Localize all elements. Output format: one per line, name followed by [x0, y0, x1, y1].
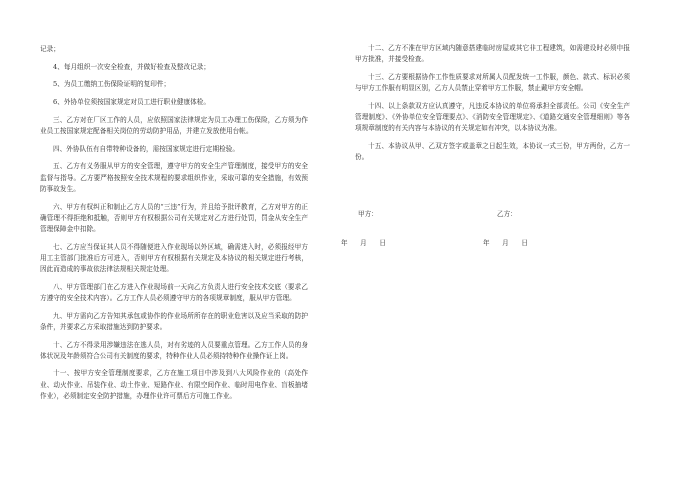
party-b-signature-label: 乙方： — [497, 210, 517, 218]
left-paragraph: 6、外协单位须按国家规定对员工进行职业健康体检。 — [53, 98, 211, 107]
right-paragraph: 十二、乙方不准在甲方区域内随意搭建临时房屋或其它非工程建筑，如需建设时必须申报甲方批准，并接受检查。 — [355, 44, 630, 64]
party-a-date-line: 年 月 日 — [341, 239, 386, 247]
right-paragraph: 十五、本协议从甲、乙双方签字或盖章之日起生效，本协议一式三份，甲方两份，乙方一份。 — [355, 141, 630, 162]
party-a-signature-label: 甲方： — [358, 210, 378, 218]
left-paragraph: 五、乙方有义务服从甲方的安全管理，遵守甲方的安全生产管理制度，接受甲方的安全监督与指导。乙方要严格按照安全技术规程的要求组织作业，采取可靠的安全措施，有效预防事故发生。 — [40, 162, 308, 193]
left-paragraph: 三、乙方对在厂区工作的人员，应依照国家法律规定为员工办理工伤保险，乙方须为作业员工按国家规定配备相关岗位的劳动防护用品，并建立发放使用台帐。 — [40, 115, 308, 136]
right-page-column — [355, 43, 630, 170]
right-paragraph: 十四、以上条款双方应认真遵守，凡违反本协议的单位将承担全部责任。公司《安全生产管理制度》、《外协单位安全管理要点》、《消防安全管理规定》、《道路交通安全管理细则》等各项规章制度的有关内容与本协议的有关规定如有冲突，以本协议为准。 — [355, 101, 630, 133]
right-paragraph: 十三、乙方要根据协作工作性质要求对所属人员配发统一工作服，颜色、款式、标识必须与甲方工作服有明显区别，乙方人员禁止穿着甲方工作服，禁止戴甲方安全帽。 — [355, 72, 630, 93]
left-paragraph: 四、外协队伍有自带特种设备的，需按国家规定进行定期检验。 — [53, 144, 240, 153]
left-paragraph: 九、甲方需向乙方告知其承包或协作的作业场所所存在的职业危害以及应当采取的防护条件，并要求乙方采取措施达到防护要求。 — [40, 311, 308, 331]
left-paragraph: 十、乙方不得录用涉嫌违法在逃人员，对有劣迹的人员要重点管理。乙方工作人员的身体状况及年龄须符合公司有关制度的要求，特种作业人员必须持特种作业操作证上岗。 — [40, 340, 308, 360]
left-paragraph: 六、甲方有权纠正和制止乙方人员的“三违”行为，并且给予批评教育，乙方对甲方的正确管理不得拒绝和抵触，否则甲方有权根据公司有关规定对乙方进行处罚，罚金从安全生产管理保障金中扣除。 — [40, 202, 308, 233]
left-page-column — [40, 44, 308, 409]
left-paragraph: 记录； — [40, 45, 60, 53]
left-paragraph: 七、乙方应当保证其人员不得随便进入作业现场以外区域，确需进入时，必须报经甲方用工主管部门批准后方可进入，否则甲方有权根据有关规定及本协议的相关规定进行考核，因此而造成的事故依法律法规相关规定处理。 — [40, 242, 308, 274]
left-paragraph: 十一、按甲方安全管理制度要求，乙方在施工项目中涉及到八大风险作业的（高处作业、动火作业、吊装作业、动土作业、短路作业、有限空间作业、临时用电作业、盲板抽堵作业），必须制定安全防护措施，办理作业许可票后方可施工作业。 — [40, 369, 308, 400]
left-paragraph: 4、每月组织一次安全检查，并做好检查及整改记录； — [53, 62, 211, 71]
left-paragraph: 八、甲方管理部门在乙方进入作业现场前一天向乙方负责人进行安全技术交底（要求乙方遵守的安全技术内容）。乙方工作人员必须遵守甲方的各项规章制度，服从甲方管理。 — [40, 282, 308, 302]
party-b-date-line: 年 月 日 — [483, 239, 528, 247]
left-paragraph: 5、为员工缴纳工伤保险证明的复印件； — [53, 80, 171, 89]
